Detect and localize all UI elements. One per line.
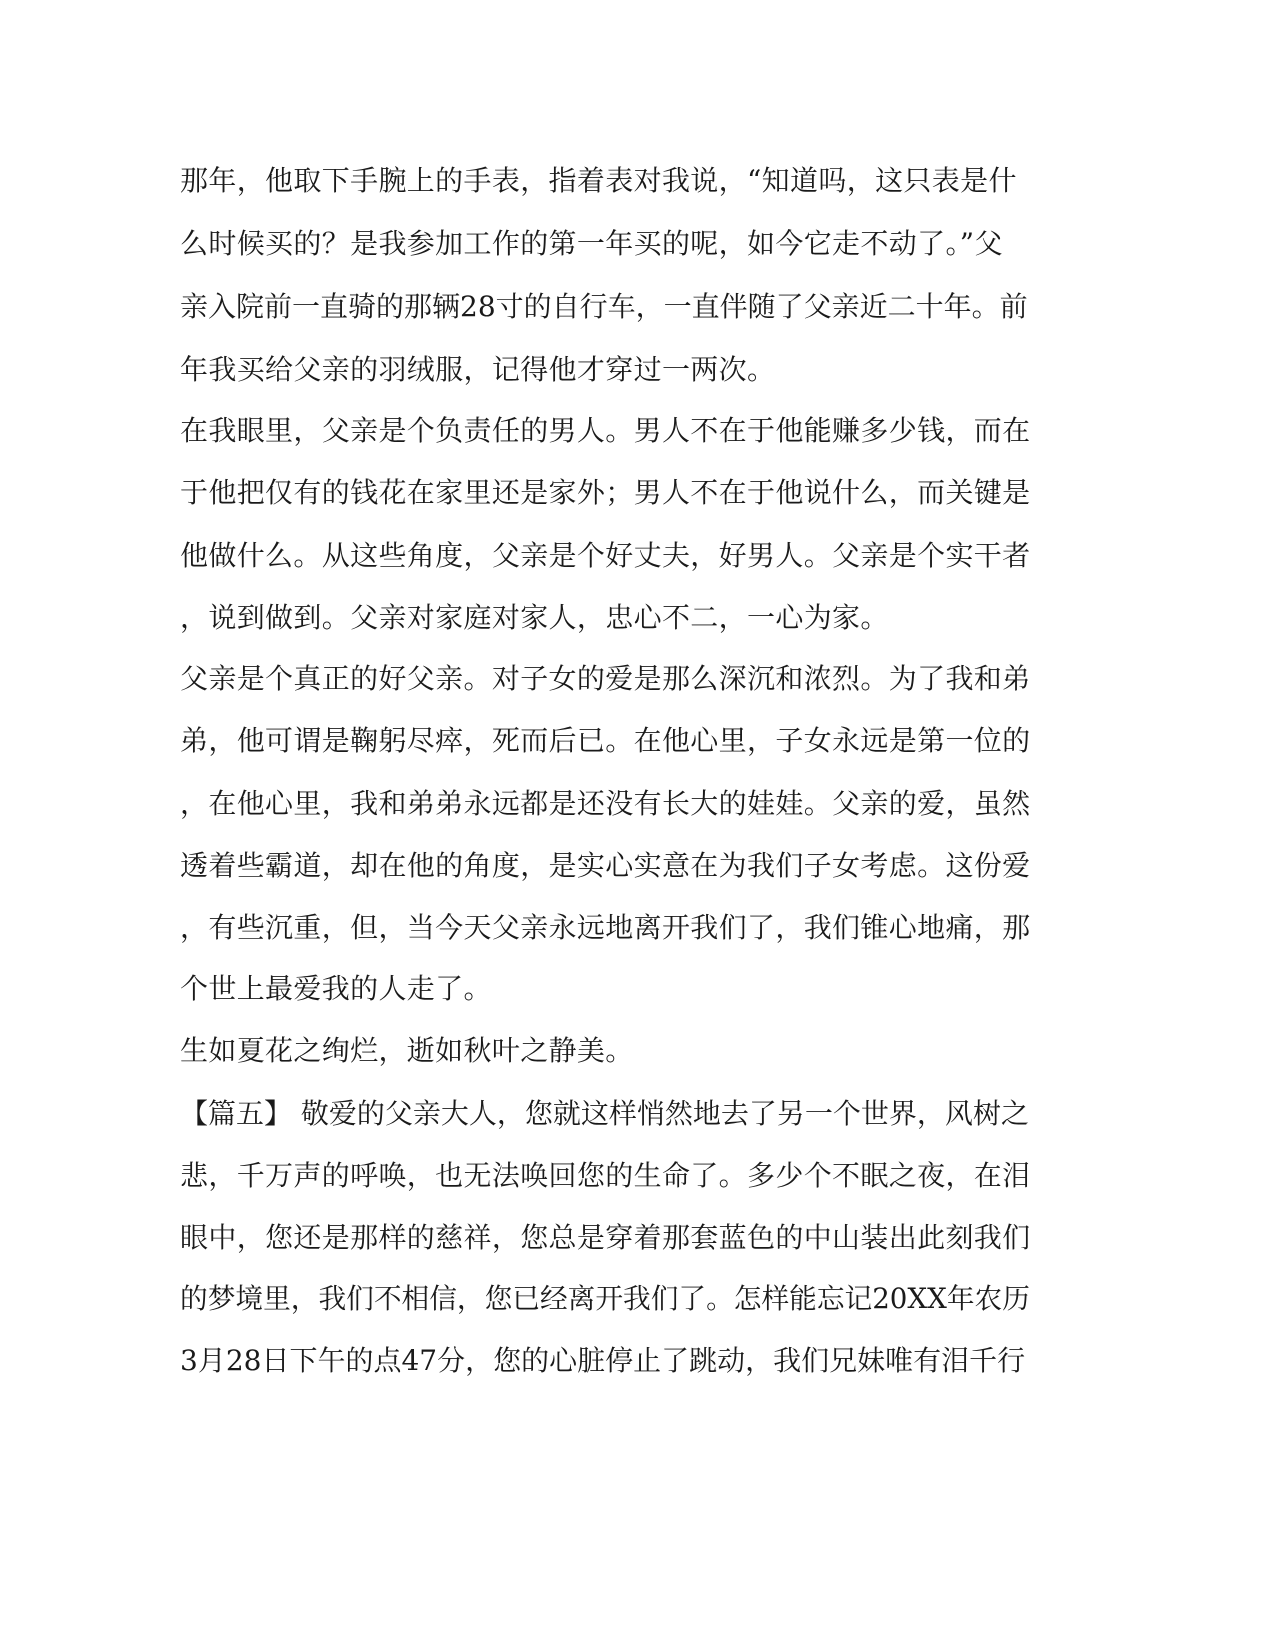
text-line: 生如夏花之绚烂，逝如秋叶之静美。 — [180, 1034, 634, 1067]
text-line: 父亲是个真正的好父亲。对子女的爱是那么深沉和浓烈。为了我和弟 — [180, 662, 1031, 695]
text-line: ，说到做到。父亲对家庭对家人，忠心不二，一心为家。 — [180, 601, 889, 634]
text-line: 弟，他可谓是鞠躬尽瘁，死而后已。在他心里，子女永远是第一位的 — [180, 724, 1031, 757]
text-line: 3月28日下午的点47分，您的心脏停止了跳动，我们兄妹唯有泪千行 — [180, 1344, 1026, 1377]
text-line: 亲入院前一直骑的那辆28寸的自行车，一直伴随了父亲近二十年。前 — [180, 290, 1028, 323]
text-line: 在我眼里，父亲是个负责任的男人。男人不在于他能赚多少钱，而在 — [180, 414, 1031, 447]
text-line: 眼中，您还是那样的慈祥，您总是穿着那套蓝色的中山装出此刻我们 — [180, 1221, 1031, 1254]
text-line: 的梦境里，我们不相信，您已经离开我们了。怎样能忘记20XX年农历 — [180, 1282, 1030, 1315]
text-line: 【篇五】 敬爱的父亲大人，您就这样悄然地去了另一个世界，风树之 — [180, 1097, 1029, 1130]
text-line: 悲，千万声的呼唤，也无法唤回您的生命了。多少个不眠之夜，在泪 — [180, 1159, 1031, 1192]
text-line: ，在他心里，我和弟弟永远都是还没有长大的娃娃。父亲的爱，虽然 — [180, 787, 1031, 820]
text-line: 他做什么。从这些角度，父亲是个好丈夫，好男人。父亲是个实干者 — [180, 539, 1031, 572]
text-line: 么时候买的？是我参加工作的第一年买的呢，如今它走不动了。”父 — [180, 227, 1003, 260]
text-line: ，有些沉重，但，当今天父亲永远地离开我们了，我们锥心地痛，那 — [180, 911, 1031, 944]
text-line: 个世上最爱我的人走了。 — [180, 972, 492, 1005]
text-line: 那年，他取下手腕上的手表，指着表对我说，“知道吗，这只表是什 — [180, 164, 1017, 197]
text-line: 年我买给父亲的羽绒服，记得他才穿过一两次。 — [180, 353, 776, 386]
text-line: 透着些霸道，却在他的角度，是实心实意在为我们子女考虑。这份爱 — [180, 849, 1031, 882]
text-line: 于他把仅有的钱花在家里还是家外；男人不在于他说什么，而关键是 — [180, 476, 1031, 509]
